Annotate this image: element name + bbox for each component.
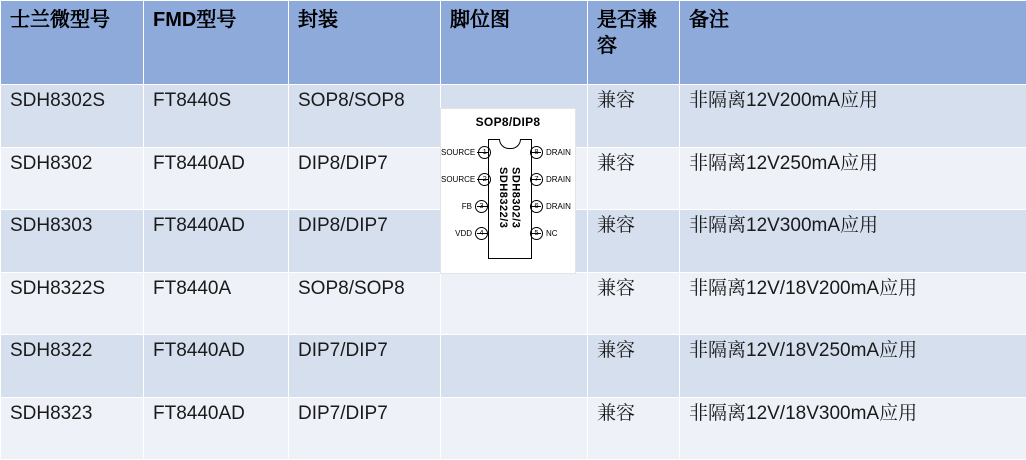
cell-remark: 非隔离12V250mA应用 (680, 147, 1026, 210)
cell-package: DIP7/DIP7 (289, 397, 441, 460)
pin-left-1-number: 1 (478, 146, 491, 159)
cell-package: SOP8/SOP8 (289, 272, 441, 335)
pin-right-8-number: 8 (530, 146, 543, 159)
cell-remark: 非隔离12V/18V300mA应用 (680, 397, 1026, 460)
pin-left-1-label: SOURCE (441, 148, 476, 157)
table-row (1, 397, 1026, 460)
cell-package: DIP8/DIP7 (289, 147, 441, 210)
cell-compatible: 兼容 (588, 335, 680, 398)
cell-sl-model: SDH8303 (1, 210, 144, 273)
column-header-package: 封装 (289, 1, 441, 85)
cell-sl-model: SDH8302S (1, 85, 144, 148)
cell-compatible: 兼容 (588, 147, 680, 210)
cell-compatible: 兼容 (588, 397, 680, 460)
pin-left-3 (441, 200, 488, 213)
cell-pin-diagram (441, 335, 588, 398)
cell-compatible: 兼容 (588, 272, 680, 335)
pin-left-4-label: VDD (455, 229, 472, 238)
pin-left-1 (441, 146, 488, 159)
cell-pin-diagram (441, 272, 588, 335)
pin-right-6 (530, 200, 571, 213)
pin-left-4 (441, 227, 488, 240)
cell-sl-model: SDH8302 (1, 147, 144, 210)
cell-fmd-model: FT8440AD (144, 210, 289, 273)
pin-right-6-number: 6 (530, 200, 543, 213)
pin-diagram-image (440, 108, 576, 274)
table-row (1, 272, 1026, 335)
column-header-sl-model: 士兰微型号 (1, 1, 144, 85)
cell-compatible: 兼容 (588, 85, 680, 148)
pin-left-4-number: 4 (475, 227, 488, 240)
column-header-fmd-model: FMD型号 (144, 1, 289, 85)
cell-package: DIP7/DIP7 (289, 335, 441, 398)
cell-fmd-model: FT8440AD (144, 397, 289, 460)
cell-package: SOP8/SOP8 (289, 85, 441, 148)
pin-left-2-number: 2 (478, 173, 491, 186)
table-header (1, 1, 1026, 85)
column-header-compatible: 是否兼容 (588, 1, 680, 85)
cell-fmd-model: FT8440A (144, 272, 289, 335)
cell-remark: 非隔离12V200mA应用 (680, 85, 1026, 148)
pin-right-8 (530, 146, 571, 159)
chip-part-label (488, 139, 530, 257)
pin-right-6-label: DRAIN (546, 202, 571, 211)
pin-left-3-label: FB (461, 202, 472, 211)
cell-remark: 非隔离12V300mA应用 (680, 210, 1026, 273)
chip-part-label-text: SDH8302/3 SDH8322/3 (497, 167, 522, 229)
pin-right-5-number: 5 (530, 227, 543, 240)
pin-right-7-number: 7 (530, 173, 543, 186)
column-header-remark: 备注 (680, 1, 1026, 85)
cell-remark: 非隔离12V/18V250mA应用 (680, 335, 1026, 398)
pin-right-5-label: NC (546, 229, 558, 238)
table-row (1, 335, 1026, 398)
pin-left-3-number: 3 (475, 200, 488, 213)
cell-fmd-model: FT8440S (144, 85, 289, 148)
pin-right-5 (530, 227, 558, 240)
cell-sl-model: SDH8322 (1, 335, 144, 398)
cell-sl-model: SDH8323 (1, 397, 144, 460)
cell-package: DIP8/DIP7 (289, 210, 441, 273)
pin-left-2 (441, 173, 488, 186)
cell-compatible: 兼容 (588, 210, 680, 273)
pin-diagram-title: SOP8/DIP8 (475, 115, 541, 129)
pin-left-2-label: SOURCE (441, 175, 476, 184)
cell-pin-diagram (441, 397, 588, 460)
cell-sl-model: SDH8322S (1, 272, 144, 335)
header-row (1, 1, 1026, 85)
cell-fmd-model: FT8440AD (144, 335, 289, 398)
column-header-pin-diagram: 脚位图 (441, 1, 588, 85)
pin-right-7 (530, 173, 571, 186)
cell-fmd-model: FT8440AD (144, 147, 289, 210)
cell-remark: 非隔离12V/18V200mA应用 (680, 272, 1026, 335)
pin-right-8-label: DRAIN (546, 148, 571, 157)
pin-right-7-label: DRAIN (546, 175, 571, 184)
